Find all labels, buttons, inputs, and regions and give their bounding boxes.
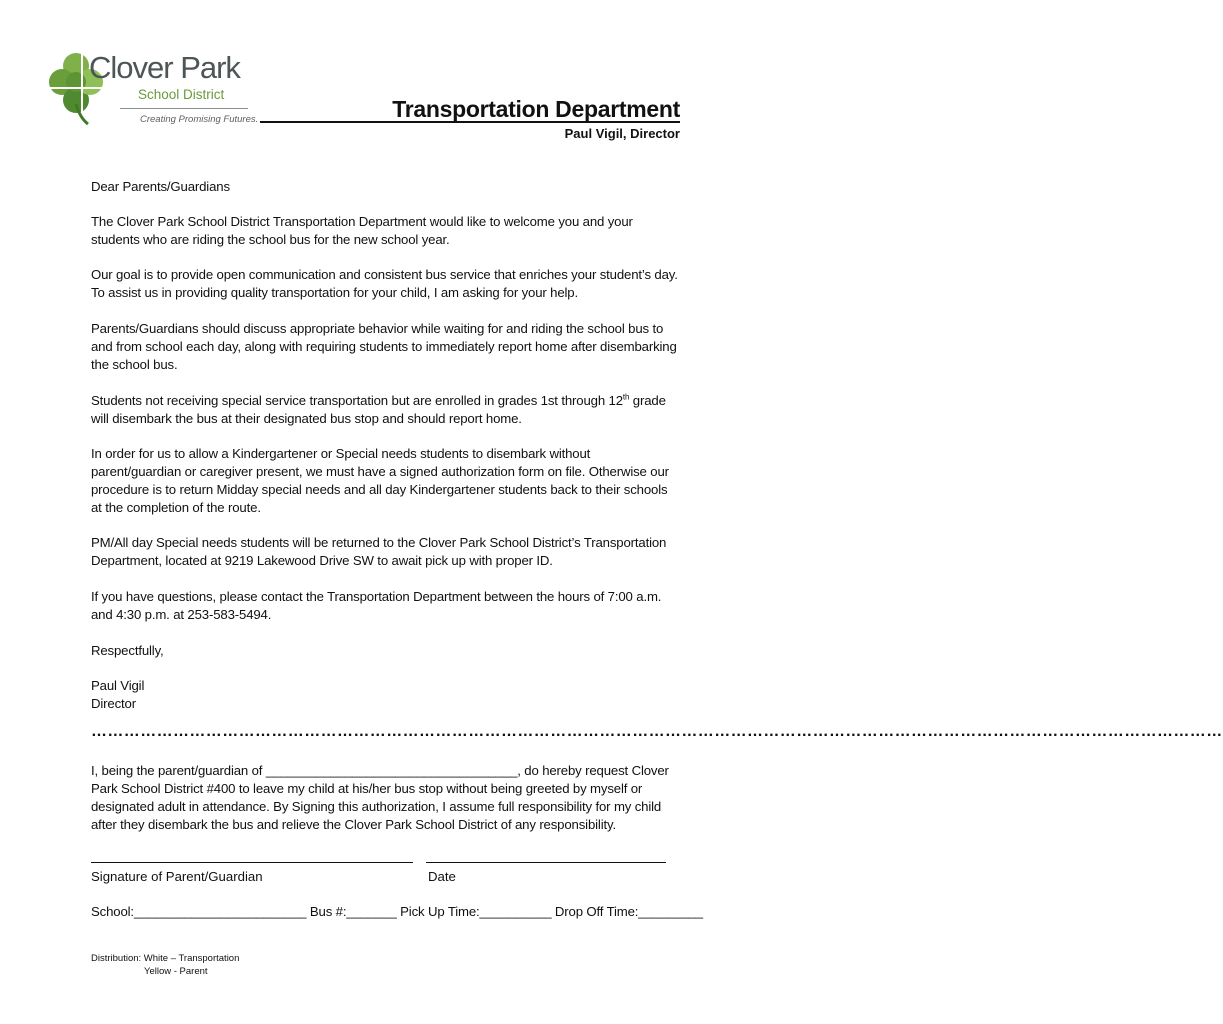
paragraph-welcome: The Clover Park School District Transportation Department would like to welcome you and your students who are riding the school bus for the new school year. <box>91 214 633 247</box>
school-bus-times-row: School:________________________ Bus #:_______ Pick Up Time:__________ Drop Off Time:_________ <box>91 904 703 919</box>
distribution-line-1: Distribution: White – Transportation <box>91 953 240 964</box>
logo-name: Clover Park <box>89 50 240 85</box>
logo-subtitle: School District <box>138 87 225 102</box>
logo-divider <box>120 108 248 109</box>
paragraph-goal: Our goal is to provide open communication and consistent bus service that enriches your student’s day. To assist us in providing quality transportation for your child, I am asking for your help. <box>91 267 678 300</box>
signer-title: Director <box>91 696 136 711</box>
cut-line-separator: ……………………………………………………………………………………………………………………………………………………………………………………… <box>91 723 1223 740</box>
date-label: Date <box>428 869 456 884</box>
paragraph-special-needs: PM/All day Special needs students will be returned to the Clover Park School District’s Transportation Department, located at 9219 Lakewood Drive SW to await pick up with proper ID. <box>91 535 667 568</box>
date-line[interactable] <box>426 862 666 863</box>
closing: Respectfully, <box>91 643 164 658</box>
distribution-line-2: Yellow - Parent <box>144 966 208 977</box>
grades-text-start: Students not receiving special service transportation but are enrolled in grades 1st through 12 <box>91 393 623 408</box>
director-line: Paul Vigil, Director <box>564 126 680 141</box>
paragraph-behavior: Parents/Guardians should discuss appropriate behavior while waiting for and riding the school bus to and from school each day, along with requiring students to immediately report home after disembarking the school bus. <box>91 321 677 372</box>
signature-label: Signature of Parent/Guardian <box>91 869 263 884</box>
distribution-note <box>91 952 239 978</box>
signature-line[interactable] <box>91 862 413 863</box>
grades-superscript: th <box>622 392 630 402</box>
authorization-text: I, being the parent/guardian of ___________________________________, do hereby request Clover Park School District #400 to leave my child at his/her bus stop without being greeted by myself or designated adult in attendance. By Signing this authorization, I assume full responsibility for my child after they disembark the bus and relieve the Clover Park School District of any responsibility. <box>91 763 669 832</box>
grades-text-end: grade will disembark the bus at their designated bus stop and should report home. <box>91 393 666 426</box>
logo-tagline: Creating Promising Futures. <box>140 114 259 125</box>
signer-name: Paul Vigil <box>91 678 145 693</box>
paragraph-grades <box>91 392 681 428</box>
paragraph-contact: If you have questions, please contact the Transportation Department between the hours of 7:00 a.m. and 4:30 p.m. at 253-583-5494. <box>91 589 662 622</box>
page-title: Transportation Department <box>392 96 680 122</box>
salutation: Dear Parents/Guardians <box>91 179 230 194</box>
paragraph-kindergarten: In order for us to allow a Kindergartener or Special needs students to disembark without parent/guardian or caregiver present, we must have a signed authorization form on file. Otherwise our procedure is to return Midday special needs and all day Kindergartener students back to their schools at the completion of the route. <box>91 446 669 515</box>
